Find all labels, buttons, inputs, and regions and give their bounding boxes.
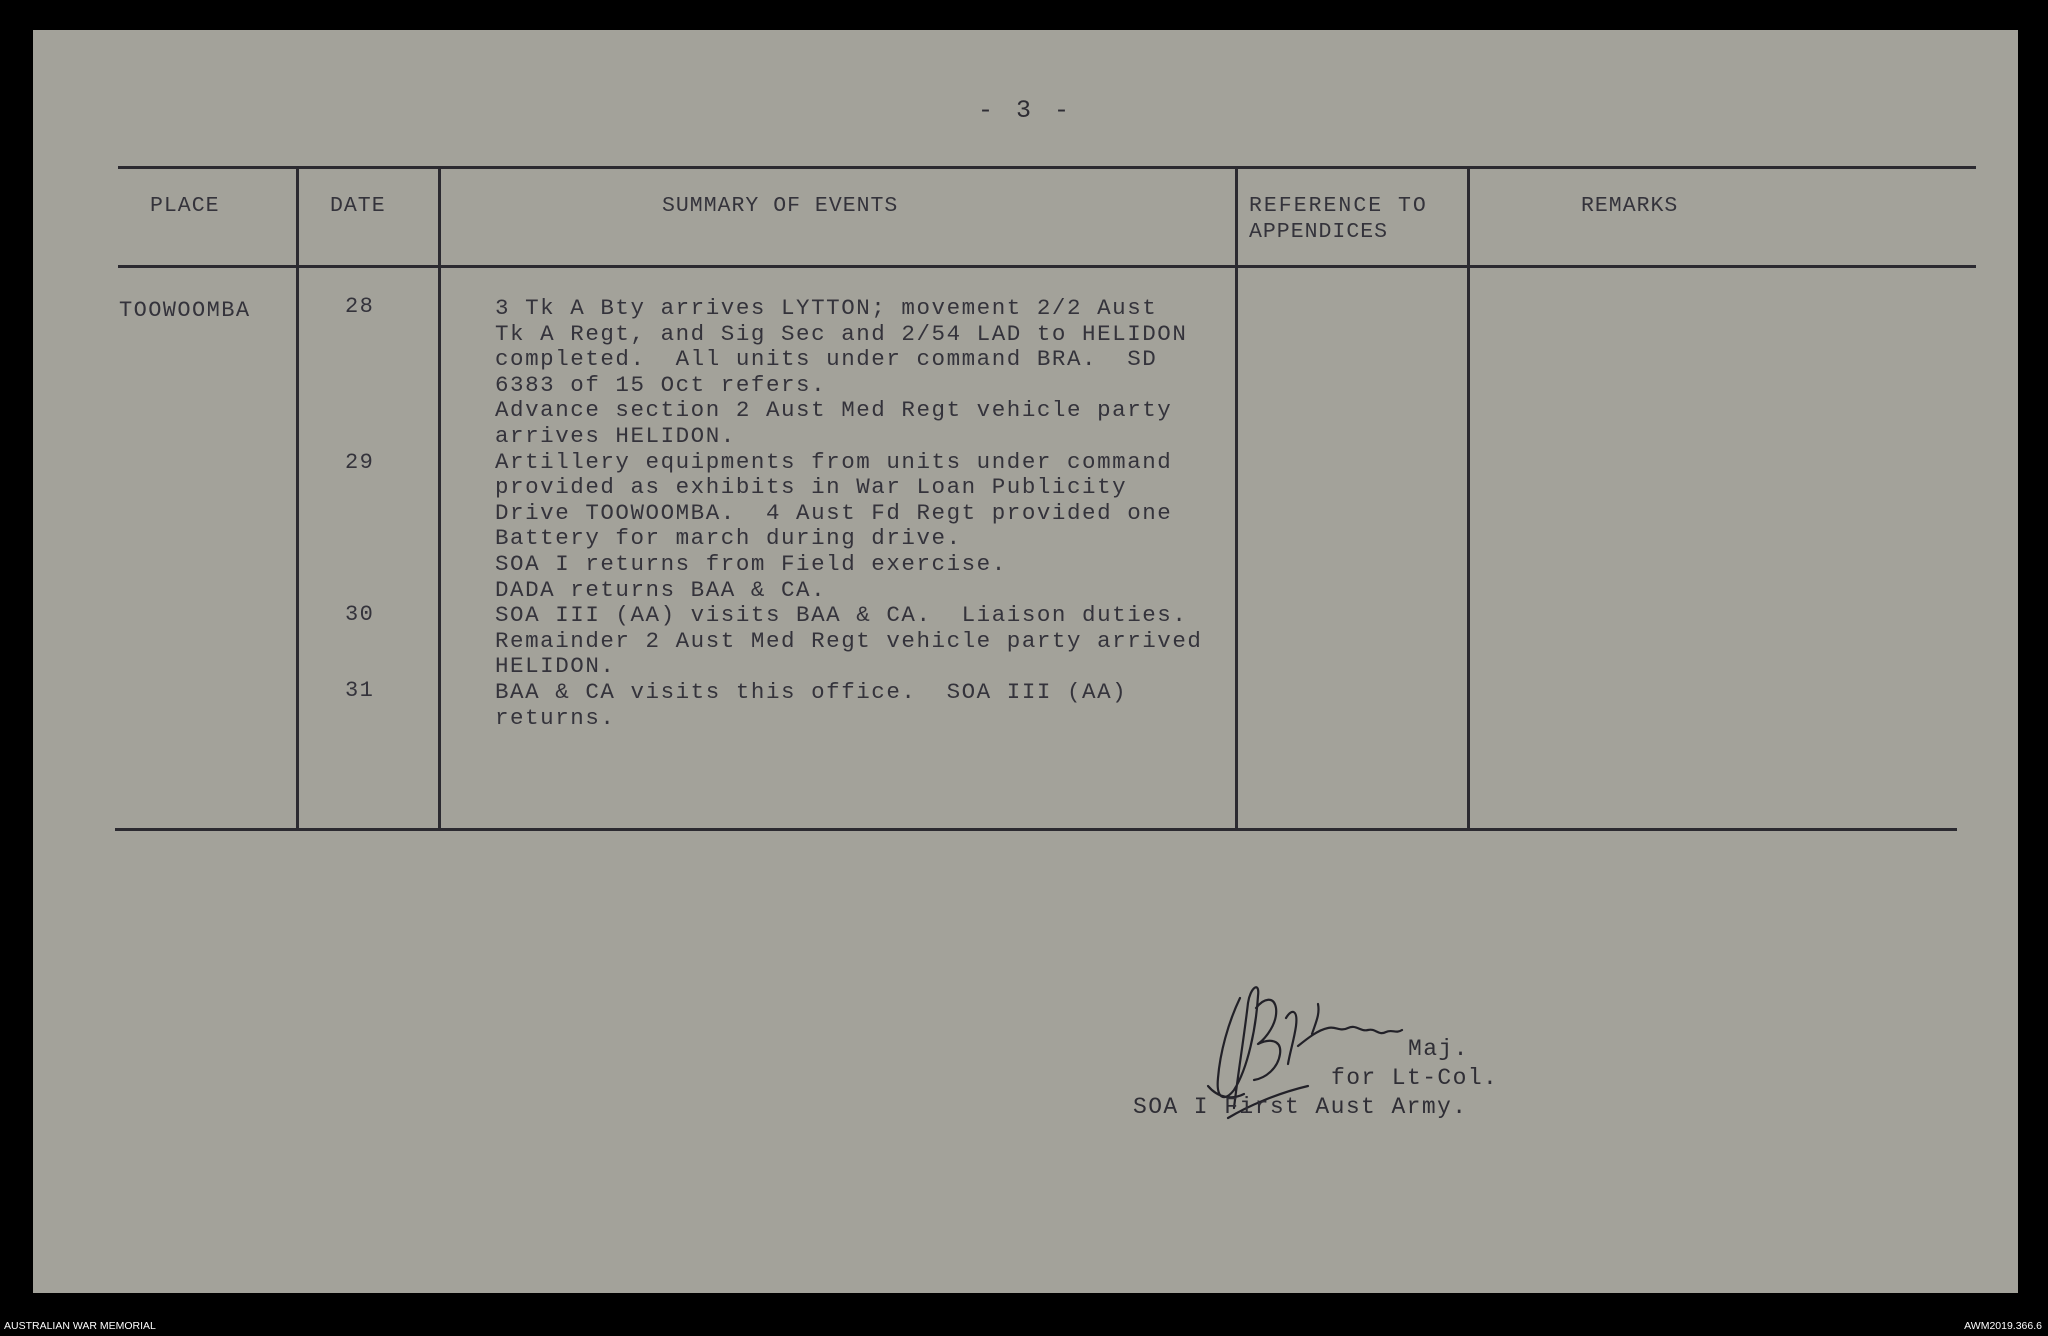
summary-line: BAA & CA visits this office. SOA III (AA) [495,678,1128,705]
column-divider-date-summary [438,166,441,831]
signature-title-line: SOA I First Aust Army. [1133,1094,1468,1120]
table-top-rule [118,166,1976,169]
summary-line: 3 Tk A Bty arrives LYTTON; movement 2/2 Aust [495,295,1158,321]
summary-line: Tk A Regt, and Sig Sec and 2/54 LAD to HELIDON [495,320,1188,347]
summary-line: Battery for march during drive. [495,525,962,552]
header-date: DATE [330,194,386,218]
summary-line: SOA III (AA) visits BAA & CA. Liaison duties. [495,602,1188,629]
summary-line: returns. [495,704,616,731]
summary-line: HELIDON. [495,653,616,680]
header-reference-line2: APPENDICES [1249,220,1389,244]
header-summary: SUMMARY OF EVENTS [662,194,899,218]
summary-line: 6383 of 15 Oct refers. [495,371,827,398]
page-number: - 3 - [977,96,1073,125]
column-divider-place-date [296,166,299,831]
table-bottom-rule [115,828,1957,831]
signature-block [1133,1035,1498,1122]
footer-left-credit: AUSTRALIAN WAR MEMORIAL [4,1320,156,1332]
summary-line: provided as exhibits in War Loan Publicity [495,474,1128,501]
signature-for-line: for Lt-Col. [1331,1065,1499,1091]
date-31: 31 [345,678,375,703]
header-place: PLACE [150,194,220,218]
summary-line: Drive TOOWOOMBA. 4 Aust Fd Regt provided one [495,499,1173,526]
summary-of-events [495,296,1215,731]
footer-right-id: AWM2019.366.6 [1964,1320,2042,1332]
table-header-rule [118,265,1976,268]
summary-line: Advance section 2 Aust Med Regt vehicle party [495,397,1173,424]
header-remarks: REMARKS [1581,194,1679,218]
date-30: 30 [345,602,375,627]
summary-line: Remainder 2 Aust Med Regt vehicle party arrived [495,627,1203,654]
date-29: 29 [345,450,375,475]
summary-line: arrives HELIDON. [495,422,736,449]
column-divider-summary-reference [1235,166,1238,831]
summary-line: DADA returns BAA & CA. [495,576,827,603]
header-reference [1249,193,1464,245]
signature-rank: Maj. [1408,1036,1469,1062]
header-reference-line1: REFERENCE TO [1249,194,1428,218]
document-page [33,30,2018,1293]
place-cell: TOOWOOMBA [119,298,251,323]
summary-line: SOA I returns from Field exercise. [495,550,1007,577]
summary-line: completed. All units under command BRA. SD [495,346,1158,373]
column-divider-reference-remarks [1467,166,1470,831]
summary-line: Artillery equipments from units under command [495,448,1173,475]
date-28: 28 [345,294,375,319]
